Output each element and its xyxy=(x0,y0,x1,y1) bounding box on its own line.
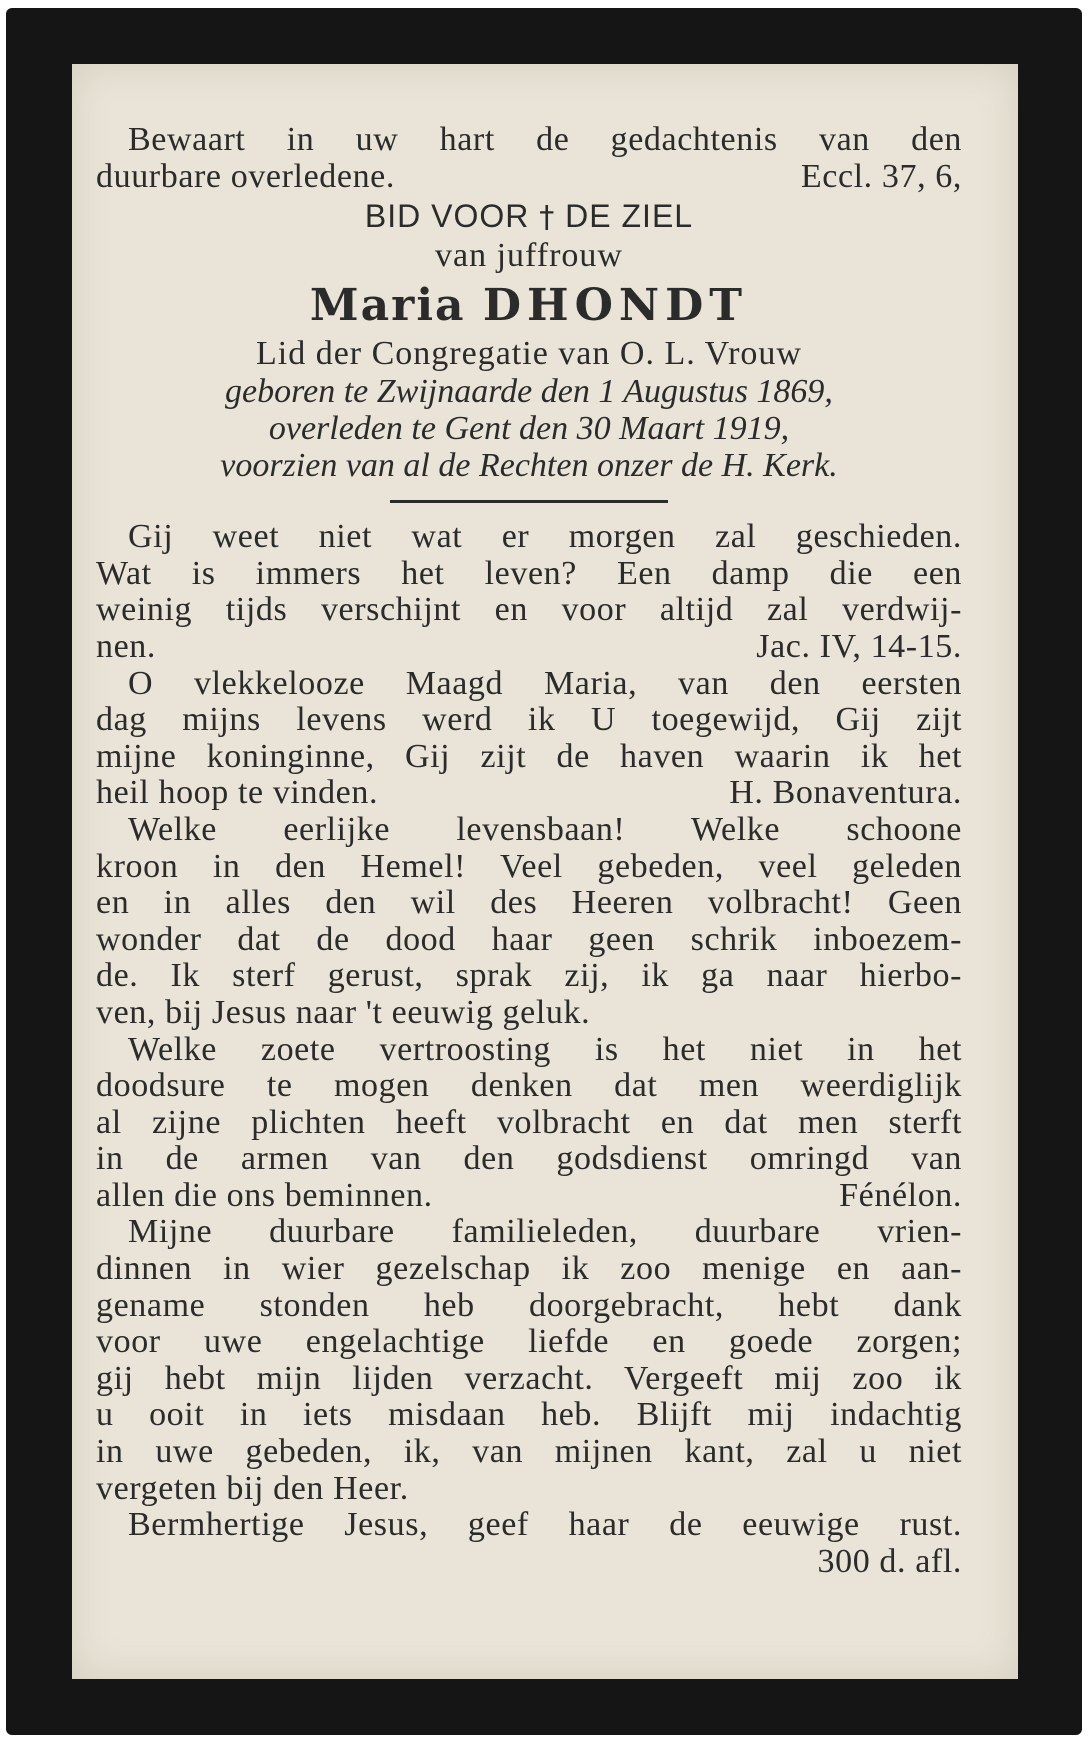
epigraph xyxy=(96,122,962,195)
passage-5-line: Mijne duurbare familieleden, duurbare vrien- xyxy=(128,1213,962,1251)
passage-2-line xyxy=(96,775,962,812)
divider-rule xyxy=(390,500,668,503)
card-content xyxy=(96,122,962,1580)
passage-2 xyxy=(96,666,962,812)
passage-1-line: weinig tijds verschijnt en voor altijd zal verdwij- xyxy=(96,591,962,629)
passage-1-line: Gij weet niet wat er morgen zal geschieden. xyxy=(128,518,962,556)
passage-3-line: en in alles den wil des Heeren volbracht! Geen xyxy=(96,884,962,922)
passage-4-text: allen die ons beminnen. xyxy=(96,1176,433,1214)
mourning-card-black-border xyxy=(6,8,1082,1735)
first-name: Maria xyxy=(309,280,466,332)
passage-3 xyxy=(96,812,962,1032)
prayer-heading xyxy=(96,197,962,237)
epigraph-reference: Eccl. 37, 6, xyxy=(800,157,962,195)
passage-5-line: voor uwe engelachtige liefde en goede zorgen; xyxy=(96,1323,962,1361)
passage-1-line: Wat is immers het leven? Een damp die een xyxy=(96,554,962,592)
indulgence-note: 300 d. afl. xyxy=(817,1542,962,1580)
epigraph-line-2 xyxy=(96,159,962,196)
surname: DHONDT xyxy=(482,280,749,332)
passage-4-line: doodsure te mogen denken dat men weerdiglijk xyxy=(96,1067,962,1105)
passage-5-line: gename stonden heb doorgebracht, hebt dank xyxy=(96,1286,962,1324)
passage-4-line: Welke zoete vertroosting is het niet in het xyxy=(128,1030,962,1068)
passage-4-reference: Fénélon. xyxy=(839,1176,962,1214)
passage-3-line: Welke eerlijke levensbaan! Welke schoone xyxy=(128,810,962,848)
prayer-left: BID VOOR xyxy=(364,198,530,235)
cross-icon: † xyxy=(539,200,556,236)
passage-4-line: in de armen van den godsdienst omringd van xyxy=(96,1140,962,1178)
passage-3-line: de. Ik sterf gerust, sprak zij, ik ga naar hierbo- xyxy=(96,957,962,995)
passage-1-text: nen. xyxy=(96,627,156,665)
passage-5-line: u ooit in iets misdaan heb. Blijft mij indachtig xyxy=(96,1396,962,1434)
passage-1-line xyxy=(96,629,962,666)
prayer-right: DE ZIEL xyxy=(565,198,694,235)
death-line: overleden te Gent den 30 Maart 1919, xyxy=(268,410,790,448)
passage-1 xyxy=(96,519,962,665)
closing-prayer: Bermhertige Jesus, geef haar de eeuwige rust. xyxy=(128,1506,962,1544)
epigraph-text: duurbare overledene. xyxy=(96,157,395,195)
membership-line: Lid der Congregatie van O. L. Vrouw xyxy=(256,335,802,373)
epigraph-line-1: Bewaart in uw hart de gedachtenis van den xyxy=(128,121,962,158)
passage-2-reference: H. Bonaventura. xyxy=(729,774,962,812)
card-paper xyxy=(72,64,1018,1679)
passage-2-text: heil hoop te vinden. xyxy=(96,774,379,812)
passage-2-line: mijne koninginne, Gij zijt de haven waarin ik het xyxy=(96,737,962,775)
passage-5-line: in uwe gebeden, ik, van mijnen kant, zal u niet xyxy=(96,1433,962,1471)
passage-5 xyxy=(96,1214,962,1507)
passage-5-line: vergeten bij den Heer. xyxy=(96,1469,409,1507)
passage-1-reference: Jac. IV, 14-15. xyxy=(756,627,962,665)
passage-6 xyxy=(96,1507,962,1580)
sacraments-line: voorzien van al de Rechten onzer de H. Kerk. xyxy=(220,447,838,485)
passage-2-line: dag mijns levens werd ik U toegewijd, Gij zijt xyxy=(96,701,962,739)
of-miss-line: van juffrouw xyxy=(435,237,623,275)
passage-5-line: gij hebt mijn lijden verzacht. Vergeeft mij zoo ik xyxy=(96,1359,962,1397)
deceased-name xyxy=(96,279,962,333)
passage-4-line xyxy=(96,1178,962,1215)
passage-3-line: kroon in den Hemel! Veel gebeden, veel geleden xyxy=(96,847,962,885)
birth-line: geboren te Zwijnaarde den 1 Augustus 1869, xyxy=(225,373,833,411)
passage-2-line: O vlekkelooze Maagd Maria, van den eersten xyxy=(128,664,962,702)
passage-4 xyxy=(96,1032,962,1215)
passage-3-line: ven, bij Jesus naar 't eeuwig geluk. xyxy=(96,993,591,1031)
passage-4-line: al zijne plichten heeft volbracht en dat men sterft xyxy=(96,1103,962,1141)
passage-3-line: wonder dat de dood haar geen schrik inboezem- xyxy=(96,920,962,958)
passage-5-line: dinnen in wier gezelschap ik zoo menige en aan- xyxy=(96,1250,962,1288)
